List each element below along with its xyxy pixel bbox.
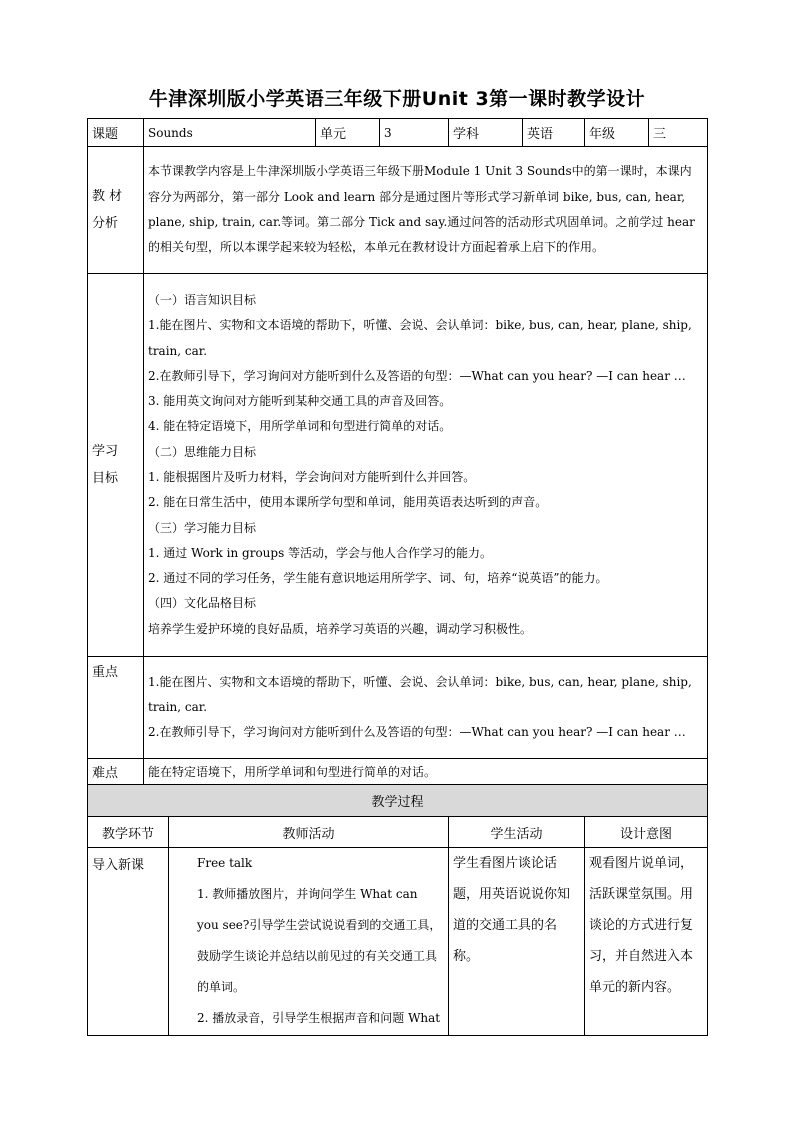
objective-line: 2. 通过不同的学习任务，学生能有意识地运用所学字、词、句，培养“说英语”的能力。	[148, 571, 608, 586]
topic-value: Sounds	[144, 119, 316, 147]
objective-line: 3. 能用英文询问对方能听到某种交通工具的声音及回答。	[148, 394, 452, 409]
objectives-label: 学习 目标	[88, 274, 144, 657]
unit-value: 3	[380, 119, 449, 147]
process-header-stage: 教学环节	[88, 817, 169, 848]
page-title: 牛津深圳版小学英语三年级下册Unit 3第一课时教学设计	[148, 88, 646, 110]
key-points-label: 重点	[88, 657, 144, 759]
process-stage: 导入新课	[88, 848, 169, 1036]
objective-line: 4. 能在特定语境下，用所学单词和句型进行简单的对话。	[148, 419, 452, 434]
teacher-activity-line: 1. 教师播放图片，并询问学生 What can you see?引导学生尝试说说看到的交通工具，鼓励学生谈论并总结以前见过的有关交通工具的单词。	[197, 887, 442, 994]
process-header-row	[88, 817, 708, 848]
subject-value: 英语	[523, 119, 585, 147]
subject-label: 学科	[449, 119, 523, 147]
teacher-activity-line: Free talk	[197, 856, 253, 870]
key-points-content	[144, 657, 708, 759]
process-section-row	[88, 785, 708, 817]
grade-value: 三	[649, 119, 708, 147]
material-analysis-row	[88, 147, 708, 274]
objective-line: （二）思维能力目标	[148, 444, 257, 459]
material-analysis-label: 教 材 分析	[88, 147, 144, 274]
key-point-line: 2.在教师引导下，学习询问对方能听到什么及答语的句型：—What can you hear? —I can hear …	[148, 725, 686, 740]
objective-line: 2.在教师引导下，学习询问对方能听到什么及答语的句型：—What can you hear? —I can hear …	[148, 368, 686, 383]
process-row	[88, 848, 708, 1036]
process-student-activity: 学生看图片谈论话题，用英语说说你知道的交通工具的名称。	[449, 848, 585, 1036]
process-header-teacher: 教师活动	[169, 817, 449, 848]
key-point-line: 1.能在图片、实物和文本语境的帮助下，听懂、会说、会认单词：bike, bus, can, hear, plane, ship, train, car.	[148, 674, 692, 714]
material-analysis-text: 本节课教学内容是上牛津深圳版小学英语三年级下册Module 1 Unit 3 Sounds中的第一课时，本课内容分为两部分，第一部分 Look and learn 部分是通过图片等形式学习新单词 bike, bus, can, hear, plane, ship, train, car.等词。第二部分 Tick and say.通过问答的活动形式巩固单词。之前学过 hear 的相关句型，所以本课学起来较为轻松，本单元在教材设计方面起着承上启下的作用。	[144, 147, 708, 274]
objective-line: 1. 通过 Work in groups 等活动，学会与他人合作学习的能力。	[148, 545, 493, 560]
info-row	[88, 119, 708, 147]
objective-line: 1.能在图片、实物和文本语境的帮助下，听懂、会说、会认单词：bike, bus, can, hear, plane, ship, train, car.	[148, 318, 692, 358]
difficulties-text: 能在特定语境下，用所学单词和句型进行简单的对话。	[144, 759, 708, 785]
objective-line: （三）学习能力目标	[148, 520, 257, 535]
process-header-intent: 设计意图	[585, 817, 708, 848]
objective-line: 2. 能在日常生活中，使用本课所学句型和单词，能用英语表达听到的声音。	[148, 495, 548, 510]
process-header-student: 学生活动	[449, 817, 585, 848]
key-points-row	[88, 657, 708, 759]
objective-line: （一）语言知识目标	[148, 292, 257, 307]
difficulties-label: 难点	[88, 759, 144, 785]
process-teacher-activity	[169, 848, 449, 1036]
process-design-intent: 观看图片说单词，活跃课堂氛围。用谈论的方式进行复习，并自然进入本单元的新内容。	[585, 848, 708, 1036]
teacher-activity-line: 2. 播放录音，引导学生根据声音和问题 What	[197, 1011, 441, 1025]
grade-label: 年级	[585, 119, 649, 147]
objective-line: 培养学生爱护环境的良好品质，培养学习英语的兴趣，调动学习积极性。	[148, 621, 533, 636]
process-section-title: 教学过程	[88, 785, 708, 817]
objectives-content	[144, 274, 708, 657]
difficulties-row	[88, 759, 708, 785]
lesson-plan-table	[87, 118, 708, 1036]
objectives-row	[88, 274, 708, 657]
objective-line: 1. 能根据图片及听力材料，学会询问对方能听到什么并回答。	[148, 470, 476, 484]
unit-label: 单元	[316, 119, 380, 147]
objective-line: （四）文化品格目标	[148, 596, 257, 611]
topic-label: 课题	[88, 119, 144, 147]
